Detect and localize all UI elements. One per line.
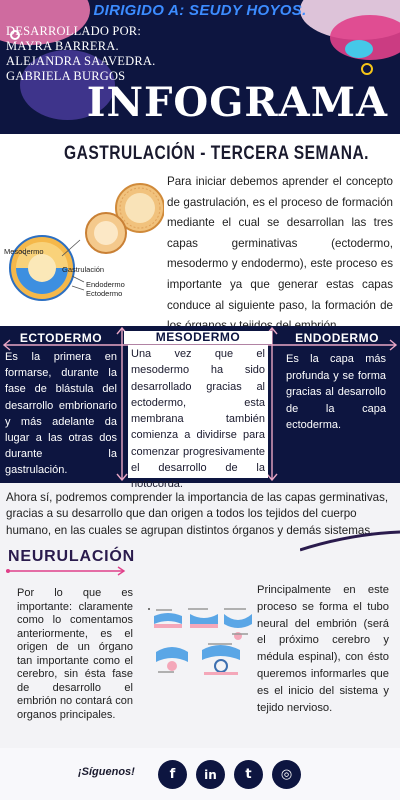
author-name: GABRIELA BURGOS	[6, 69, 126, 83]
neural-plate-stage-3	[224, 614, 252, 640]
instagram-icon[interactable]: ◎	[272, 760, 301, 789]
decor-blob-cyan	[345, 40, 373, 58]
layer-text-ectodermo: Es la primera en formarse, durante la fase de blástula del desarrollo embrionario y más adelante da lugar a las otras dos durante la gastrulación.	[5, 351, 117, 477]
author-heading: DESARROLLADO POR:	[6, 24, 142, 38]
header-banner	[0, 0, 400, 134]
decor-ring-yellow	[361, 63, 373, 75]
main-title: INFOGRAMA	[86, 79, 388, 126]
linkedin-icon[interactable]: in	[196, 760, 225, 789]
neural-tube-diagram	[148, 606, 256, 686]
facebook-icon[interactable]: f	[158, 760, 187, 789]
layer-text-endodermo: Es la capa más profunda y se forma gracias al desarrollo de la capa ectoderma.	[286, 353, 386, 431]
label-ectodermo: Ectodermo	[86, 289, 123, 298]
intro-paragraph: Para iniciar debemos aprender el concepto de gastrulación, es el proceso de formación mediante el cual se desarrollan las tres capas germinativas (ectodermo, mesodermo y endodermo), este proceso es importante ya que generar estas capas conduce al siguiente paso, la formación de	[167, 175, 393, 312]
follow-label: ¡Síguenos!	[78, 766, 135, 778]
layer-text-mesodermo: Una vez que el mesodermo ha sido desarrollado gracias al ectodermo, esta membrana también comienza a dividirse para comenzar progresivamente el desarrollo de la notocorda.	[131, 348, 265, 491]
directed-to-text: DIRIGIDO A: SEUDY HOYOS.	[93, 2, 307, 19]
neurulation-left-text: Por lo que es importante: claramente como lo comentamos anteriormente, es el origen de un órgano tan importante como el cerebro, sin ésta fase de desarrollo el embrión no contará con organos principales.	[17, 587, 133, 721]
author-name: ALEJANDRA SAAVEDRA.	[6, 54, 156, 68]
neural-plate-stage-1	[154, 613, 182, 628]
label-endodermo: Endodermo	[86, 280, 125, 289]
label-gastrulacion: Gastrulación	[62, 265, 105, 274]
author-name: MAYRA BARRERA.	[6, 39, 119, 53]
label-mesodermo: Mesodermo	[4, 247, 44, 256]
summary-paragraph: Ahora sí, podremos comprender la importancia de las capas germinativas, gracias a su desarrollo que dan origen a todos los tejidos del cuerpo humano, en las cuales se agrupan distintos órganos y demás sistemas.	[6, 491, 389, 537]
neural-plate-stage-2	[190, 614, 218, 628]
embryo-illustration	[86, 213, 126, 253]
decor-curve	[300, 530, 400, 552]
neurulation-right-text: Principalmente en este proceso se forma el tubo neural del embrión (será el próximo cerebro y médula espinal), con ésto queremos informarles que es el inicio del sistema y tejido nervioso.	[257, 584, 389, 714]
layer-title-mesodermo: MESODERMO	[124, 331, 272, 344]
neural-tube-stage-4	[156, 647, 188, 671]
neurulation-underline-arrow	[6, 566, 128, 576]
gastrulation-diagram	[2, 178, 164, 308]
twitter-icon[interactable]: t	[234, 760, 263, 789]
neural-tube-stage-5	[202, 645, 240, 675]
section-title: GASTRULACIÓN - TERCERA SEMANA.	[64, 143, 370, 164]
layer-title-ectodermo: ECTODERMO	[19, 331, 103, 345]
layer-title-endodermo: ENDODERMO	[295, 331, 379, 345]
neurulation-title: NEURULACIÓN	[8, 548, 136, 565]
